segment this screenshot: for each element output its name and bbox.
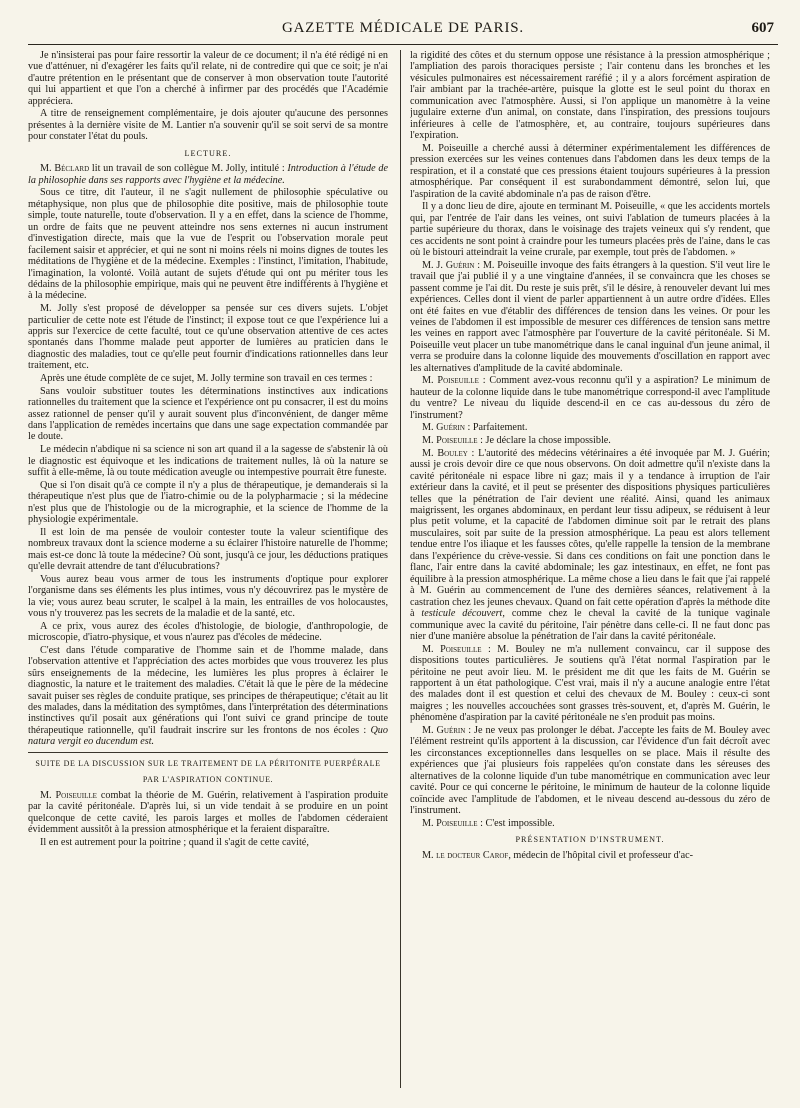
paragraph: M. Poiseuille : Comment avez-vous reconnu qu'il y a aspiration? Le minimum de hauteur de la colonne liquide dans le tube manométrique correspond-il avec l'amplitude du ventre? Le niveau du liquide descend-il en ce cas au-dessous du zéro de l'instrument? [410,375,770,421]
paragraph: Sans vouloir substituer toutes les déterminations instinctives aux indications rationnelles du traitement que la science et l'expérience ont pu consacrer, il est du moins assez rationnel de penser qu'il y aurait souvent plus d'inconvénient, de danger même dans l'application de remèdes incertains que dans une sage expectation commandée par le doute. [28,385,388,443]
right-column [410,50,770,1088]
speaker-name: M. Bouley [422,447,468,459]
paragraph: M. Guérin : Parfaitement. [422,422,528,434]
paragraph: A ce prix, vous aurez des écoles d'histologie, de biologie, d'anthropologie, de microscopie, d'iatro-physique, et vous n'aurez pas d'écoles de médecine. [28,620,388,644]
paragraph: M. Guérin : Je ne veux pas prolonger le débat. J'accepte les faits de M. Bouley avec l'élément restreint qu'ils apportent à la discussion, car l'évidence d'un fait décroît avec les circonstances exceptionnelles dans lesquelles on se place. Mais il résulte des expériences que j'ai plusieurs fois rappelées qu'on constate dans les séreuses des alternatives de la colonne liquide d'un tube manométrique en communication avec leur cavité. Pour ce qui concerne le péritoine, le minimum de hauteur de la colonne liquide coïncide avec l'amplitude de l'abdomen, et le niveau descend au-dessous du zéro de l'instrument. [410,724,770,817]
paragraph: Il est loin de ma pensée de vouloir contester toute la valeur scientifique des nombreux travaux dont la science moderne a su éclairer l'histoire naturelle de l'homme; mais est-ce donc là toute la médecine? Où sont, jusqu'à ce jour, les déductions pratiques qu'elle devrait attendre de tant d'élucubrations? [28,526,388,572]
speaker-name: M. Poiseuille [40,789,97,801]
speaker-name: M. Béclard [40,163,90,175]
paragraph: Que si l'on disait qu'à ce compte il n'y a plus de thérapeutique, je demanderais si la thérapeutique n'est plus que de l'iatro-chimie ou de la polypharmacie ; si la médecine n'est plus que de l'histologie ou de la micrographie, et la science de l'homme de la physiologie expérimentale. [28,479,388,525]
latin-quote: Quo natura vergit eo ducendum est. [28,724,388,748]
work-title: Introduction à l'étude de la philosophie dans ses rapports avec l'hygiène et la médecine. [28,163,388,186]
paragraph: A titre de renseignement complémentaire, je dois ajouter qu'aucune des personnes présentes à la dernière visite de M. Lantier n'a souvenir qu'il se soit servi de sa montre pour constater l'état du pouls. [28,108,388,143]
speaker-name: M. le docteur Carof [422,849,509,861]
speaker-name: M. Poiseuille [422,375,479,387]
speaker-name: M. Guérin [422,422,465,434]
paragraph: Sous ce titre, dit l'auteur, il ne s'agit nullement de philosophie spéculative ou métaphysique, non plus que de philosophie dite positive, mais de philosophie toute simple, toute naturelle, toute d'observation. Il y a en effet, dans la science de l'homme, un ordre de faits que ne peuvent atteindre nos sens externes ni aucun instrument d'investigation directe, mais que la vue de l'esprit ou l'observation morale peut facilement saisir et apprécier, et qui ne sont ni moins réels ni moins dignes de toutes les méditations de l'hygiène et de la médecine. Exemples : l'instinct, l'imitation, l'habitude, l'imagination, la volonté. Voilà autant de sujets d'étude qui ont pu mériter tous les dédains de la philosophie empirique, mais qui ne peuvent être indifférents à l'hygiène et à la médecine. [28,187,388,302]
paragraph: Après une étude complète de ce sujet, M. Jolly termine son travail en ces termes : [40,372,373,384]
left-column [28,50,388,1088]
paragraph: M. Poiseuille combat la théorie de M. Guérin, relativement à l'aspiration produite par la cavité péritonéale. D'après lui, si un vide tendait à se produire en un point quelconque de cette cavité, les parois larges et molles de l'abdomen céderaient évidemment aussitôt à la pression atmosphérique et la feraient disparaître. [28,789,388,836]
paragraph: M. Poiseuille : Je déclare la chose impossible. [422,435,611,447]
speaker-name: M. J. Guérin [422,259,475,271]
paragraph: M. Jolly s'est proposé de développer sa pensée sur ces divers sujets. L'objet particulier de cette note est l'étude de l'instinct; il expose tout ce que l'expérience lui a appris sur l'exercice de cette faculté, tout ce qu'une observation attentive de ces actes spontanés dans l'homme malade peut apporter de lumières au praticien dans le diagnostic des maladies, tout ce qu'elle peut fournir d'indications rationnelles dans leur traitement, etc. [28,303,388,372]
column-divider [400,50,401,1088]
paragraph: Il y a donc lieu de dire, ajoute en terminant M. Poiseuille, « que les accidents mortels qui, par l'entrée de l'air dans les veines, ont suivi l'ablation de tumeurs placées à la partie supérieure du thorax, dans le voisinage des trajets veineux qui s'y rendent, que ces accidents ne sont point à craindre pour les tumeurs placées près de l'aine, dans le cas où le bistouri atteindrait la veine crurale, par exemple, tout près de l'abdomen. » [410,201,770,259]
section-heading-discussion: SUITE DE LA DISCUSSION SUR LE TRAITEMENT DE LA PÉRITONITE PUERPÉRALE [35,758,381,768]
paragraph: Vous aurez beau vous armer de tous les instruments d'optique pour explorer l'organisme dans ses éléments les plus intimes, vous n'y découvrirez pas le mystère de la vie; vous aurez beau scruter, le scalpel à la main, les entrailles de vos holocaustes, vous n'y trouverez pas les secrets de la maladie et de la santé, etc. [28,573,388,619]
section-divider [28,752,388,753]
page-number: 607 [751,20,774,36]
speaker-name: M. Poiseuille [422,817,478,829]
paragraph: M. Poiseuille a cherché aussi à déterminer expérimentalement les différences de pression exercées sur les veines contenues dans l'abdomen dans les deux temps de la respiration, et il a constaté que ces pressions étaient toujours supérieures à la pression atmosphérique. Par conséquent il est surabondamment démontré, selon lui, que l'aspiration de la cavité abdominale n'a pas de raison d'être. [410,142,770,200]
section-subheading-discussion: PAR L'ASPIRATION CONTINUE. [142,775,274,785]
paragraph: Le médecin n'abdique ni sa science ni son art quand il a la sagesse de s'abstenir là où le diagnostic est équivoque et les indications de traitement nulles, là où la nature se suffit à elle-même, là ou toute médication aveugle ou intempestive pourrait être funeste. [28,444,388,478]
section-heading-lecture: LECTURE. [184,148,232,158]
method-name: testicule découvert [421,608,503,620]
paragraph: C'est dans l'étude comparative de l'homme sain et de l'homme malade, dans l'observation attentive et l'appréciation des actes morbides que vous trouverez les plus sûrs enseignements de la médecine, les lumières les plus propres à éclairer le diagnostic, la nature et le traitement des maladies. C'était là que le père de la médecine savait puiser ses règles de conduite pratique, ses principes de thérapeutique; c'était au lit des malades, dans la méditation des symptômes, dans l'interprétation des déterminations instinctives qu'il posait aux générations qui l'ont suivi ce grand principe de toute thérapeutique rationnelle, qu'il faudrait inscrire sur les frontons de nos écoles : Quo natura vergit eo ducendum est. [28,644,388,748]
paragraph: M. Béclard lit un travail de son collègue M. Jolly, intitulé : Introduction à l'étude de la philosophie dans ses rapports avec l'hygiène et la médecine. [28,163,388,186]
paragraph: M. Poiseuille : C'est impossible. [422,817,555,829]
section-heading-presentation: PRÉSENTATION D'INSTRUMENT. [515,835,665,845]
paragraph: M. J. Guérin : M. Poiseuille invoque des faits étrangers à la question. S'il veut lire le travail que j'ai publié il y a une vingtaine d'années, il se convaincra que les choses se passent comme je l'ai dit. Du reste je suis prêt, s'il le désire, à renouveler devant lui mes expériences. Celles dont il vient de parler appartiennent à un autre ordre d'idées. Elles ont été faites en vue d'établir des différences de tension dans les veines. Or pour les veines de l'abdomen il est impossible de mesurer ces différences de tension sans mettre les veines en rapport avec l'atmosphère par l'ouverture de la cavité péritonéale. Si M. Poiseuille veut placer un tube manométrique dans le canal inguinal d'un jeune animal, il verra se produire dans la colonne liquide des mouvements d'oscillation en rapport avec les alternatives d'amplitude de la cavité abdominale. [410,259,770,374]
paragraph: M. Bouley : L'autorité des médecins vétérinaires a été invoquée par M. J. Guérin; aussi je crois devoir dire ce que nous observons. On doit admettre qu'il n'existe dans la cavité péritonéale ni espace libre ni gaz; mais il y a tendance à irruption de l'air extérieur dans la cavité, et il peut se présenter des dispositions physiques particulières telles que la pénétration de l'air devient une réalité. Ainsi, quand les animaux maigrissent, les organes abdominaux, en perdant leur tissu adipeux, se réduisent à leur plus petit volume, et la capacité de l'abdomen diminue soit par le retrait des plans musculaires, soit par suite de la pression atmosphérique. La peau est alors tellement tendue entre l'os iliaque et les fausses côtes, qu'elle rappelle la tension de la membrane dans l'expérience du crève-vessie. Si dans ces conditions on fait une ponction dans le flanc, l'air entre dans la cavité abdominale; les gaz intestinaux, en effet, ne font pas équilibre à la pression atmosphérique. La même chose a lieu dans le fait que j'ai rappelé à M. Guérin au commencement de l'une des dernières séances, relativement à la castration chez les jeunes chevaux. Quand on fait cette opération d'après la méthode dite à testicule découvert, comme chez le cheval la cavité de la tunique vaginale communique avec la cavité du péritoine, l'air pénètre dans celle-ci. Il ne faut donc pas nier d'une manière absolue la pénétration de l'air dans la cavité péritonéale. [410,447,770,642]
speaker-name: M. Poiseuille [422,435,478,447]
paragraph: Il en est autrement pour la poitrine ; quand il s'agit de cette cavité, [40,836,309,848]
journal-title: GAZETTE MÉDICALE DE PARIS. [282,20,524,36]
paragraph: M. Poiseuille : M. Bouley ne m'a nullement convaincu, car il suppose des dispositions toutes particulières. Je soutiens qu'à l'état normal l'aspiration par le péritoine ne peut avoir lieu. M. le président me dit que les faits de M. Guérin se rapportent à un état pathologique. C'est vrai, mais il n'y a aucune analogie entre l'état des malades dont il est question et celui des chevaux de M. Bouley : ceux-ci sont maigres ; les nouvelles accouchées sont grasses très-souvent, et, d'après M. Guérin, le phénomène d'aspiration par la cavité péritonéale ne s'en produit pas moins. [410,643,770,724]
speaker-name: M. Poiseuille [422,643,482,655]
page-header [28,18,778,45]
speaker-name: M. Guérin [422,724,466,736]
paragraph: Je n'insisterai pas pour faire ressortir la valeur de ce document; il n'a été rédigé ni en vue d'atténuer, ni d'exagérer les faits qu'il relate, ni de contredire qui que ce soit; je n'ai d'autre prétention en le présentant que de conserver à mon observation toute l'autorité qui lui appartient et que l'on a cherché à infirmer par des procédés que l'Académie appréciera. [28,50,388,107]
paragraph: M. le docteur Carof, médecin de l'hôpital civil et professeur d'ac- [422,849,694,861]
paragraph: la rigidité des côtes et du sternum oppose une résistance à la pression atmosphérique ; l'ampliation des parois thoraciques persiste ; l'air contenu dans les bronches et les vésicules pulmonaires est nécessairement raréfié ; il y a alors forcément aspiration de l'air ambiant par la trachée-artère, puisque la glotte est le seul point du thorax en communication avec l'atmosphère. Aussi, si l'on applique un manomètre à la veine jugulaire externe d'un animal, on constate, dans l'inspiration, des pressions toujours inférieures à celle de l'atmosphère, et, au contraire, toujours supérieures dans l'expiration. [410,50,770,142]
